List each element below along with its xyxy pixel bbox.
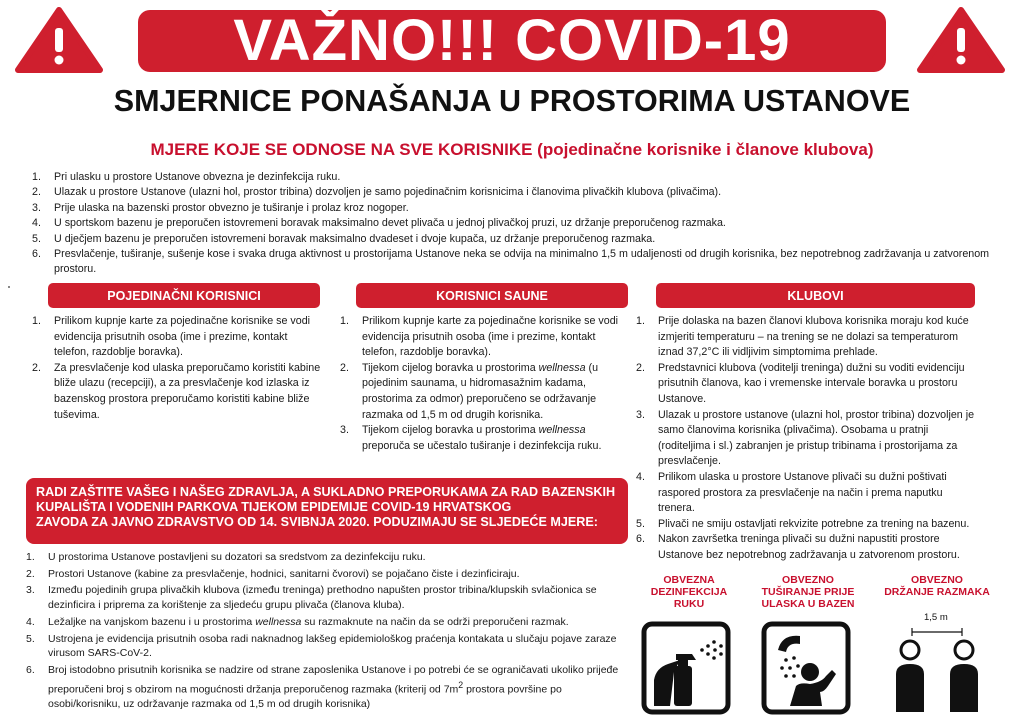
page-title: SMJERNICE PONAŠANJA U PROSTORIMA USTANOVE bbox=[113, 84, 911, 118]
list-item: 3. Tijekom cijelog boravka u prostorima wellnessa preporuča se učestalo tuširanje i dezinfekcija ruku. bbox=[340, 424, 602, 452]
list-item: 2. Tijekom cijelog boravka u prostorima wellnessa (u pojedinim saunama, u hidromasažnim kadama, prostorima za odmor) preporučeno se održavanje razmaka od 1,5 m od drugih korisnika. bbox=[340, 361, 599, 421]
list-item: 1. Pri ulasku u prostore Ustanove obvezna je dezinfekcija ruku. bbox=[32, 171, 341, 183]
list-item: 4. Ležaljke na vanjskom bazenu i u prostorima wellnessa su razmaknute na način da se održi preporučeni razmak. bbox=[26, 615, 569, 628]
notice-line: ZAVODA ZA JAVNO ZDRAVSTVO OD 14. SVIBNJA 2020. PODUZIMAJU SE SLJEDEĆE MJERE: bbox=[36, 515, 598, 529]
list-item: 6. Broj istodobno prisutnih korisnika se nadzire od strane zaposlenika Ustanove i po potrebi će se ograničavati ukoliko prijeđe preporučeni broj s obzirom na mogućnosti držanja preporučenog razmaka (kriterij od $7m^2$ prostora površine po osobi/korisniku, uz održavanje razmaka od 1,5 m od drugih korisnika) bbox=[26, 663, 619, 710]
section-heading: MJERE KOJE SE ODNOSE NA SVE KORISNIKE (pojedinačne korisnike i članove klubova) bbox=[150, 140, 874, 159]
notice-box bbox=[26, 478, 628, 544]
notice-line: RADI ZAŠTITE VAŠEG I NAŠEG ZDRAVLJA, A SUKLADNO PREPORUKAMA ZA RAD BAZENSKIH bbox=[36, 485, 616, 499]
distance-caption: OBVEZNO DRŽANJE RAZMAKA bbox=[884, 574, 990, 598]
list-item: 4. Prilikom ulaska u prostore Ustanove plivači su dužni poštivati raspored prostora za presvlačenje na način i prema naputku trenera. bbox=[636, 470, 947, 515]
main-banner: VAŽNO!!! COVID-19 bbox=[138, 10, 886, 72]
list-item: 4. U sportskom bazenu je preporučen istovremeni boravak maksimalno devet plivača u jednoj plivačkoj pruzi, uz držanje preporučenog razmaka. bbox=[32, 217, 726, 230]
stray-dot bbox=[8, 286, 10, 288]
hand-sanitizer-icon bbox=[640, 620, 732, 716]
list-item: 1. Prilikom kupnje karte za pojedinačne korisnike se vodi evidencija prisutnih osoba (ime i prezime, kontakt telefon, razdoblje boravka). bbox=[340, 315, 619, 359]
clubs-header: KLUBOVI bbox=[656, 283, 975, 308]
sauna-users-list bbox=[340, 314, 632, 454]
list-item: 3. Između pojedinih grupa plivačkih klubova (između treninga) prethodno napušten prostor tribina/klupskih svlačionica se dezinficira i priprema za korištenje za sljedeću grupu plivača (članova kluba). bbox=[26, 584, 597, 612]
list-item: 1. Prije dolaska na bazen članovi klubova korisnika moraju kod kuće izmjeriti temperaturu – na trening se ne dolazi sa temperaturom iznad 37,2°C ili vidljivim simptomima prehlade. bbox=[636, 315, 969, 359]
list-item: 1. Prilikom kupnje karte za pojedinačne korisnike se vodi evidencija prisutnih osoba (ime i prezime, kontakt telefon, razdoblje boravka). bbox=[32, 315, 311, 359]
list-item: 2. Za presvlačenje kod ulaska preporučamo koristiti kabine bliže ulazu (recepciji), a za presvlačenje kod izlaska iz bazenskog prostora preporučamo koristiti kabine bliže tuševima. bbox=[32, 361, 321, 421]
general-rules-list bbox=[32, 170, 992, 278]
individual-users-header: POJEDINAČNI KORISNICI bbox=[48, 283, 320, 308]
list-item: 3. Prije ulaska na bazenski prostor obvezno je tuširanje i prolaz kroz nogoper. bbox=[32, 201, 409, 214]
list-item: 5. U dječjem bazenu je preporučen istovremeni boravak maksimalno dvadeset i dvoje kupača, uz držanje preporučenog razmaka. bbox=[32, 232, 656, 245]
list-item: 2. Predstavnici klubova (voditelji treninga) dužni su voditi evidenciju prisutnih članova, kao i vremenske intervale boravka u prostoru Ustanove. bbox=[636, 361, 965, 405]
sauna-users-header: KORISNICI SAUNE bbox=[356, 283, 628, 308]
warning-triangle-icon bbox=[916, 6, 1006, 74]
list-item: 5. Ustrojena je evidencija prisutnih osoba radi naknadnog lakšeg epidemiološkog praćenja kontakata u slučaju pojave zaraze virusom SARS-CoV-2. bbox=[26, 632, 617, 660]
list-item: 2. Ulazak u prostore Ustanove (ulazni hol, prostor tribina) dozvoljen je samo pojedinačnim korisnicima i članovima plivačkih klubova (plivačima). bbox=[32, 186, 722, 199]
distance-label: 1,5 m bbox=[924, 612, 948, 623]
list-item: 6. Nakon završetka treninga plivači su dužni napustiti prostore Ustanove bez nepotrebnog zadržavanja u zatvorenom prostoru. bbox=[636, 533, 960, 561]
individual-users-list bbox=[32, 314, 322, 423]
list-item: 1. U prostorima Ustanove postavljeni su dozatori sa sredstvom za dezinfekciju ruku. bbox=[26, 551, 426, 563]
list-item: 3. Ulazak u prostore ustanove (ulazni hol, prostor tribina) dozvoljen je samo članovima korisnika (plivačima). Osobama u pratnji (roditeljima i sl.) zabranjen je pristup tribinama i prostorijama za presvlačenje. bbox=[636, 408, 975, 468]
shower-icon bbox=[760, 620, 852, 716]
list-item: 5. Plivači ne smiju ostavljati rekvizite potrebne za trening na bazenu. bbox=[636, 517, 970, 530]
measures-list bbox=[26, 550, 626, 714]
clubs-list bbox=[636, 314, 978, 564]
disinfection-caption: OBVEZNA DEZINFEKCIJA RUKU bbox=[650, 574, 728, 610]
shower-caption: OBVEZNO TUŠIRANJE PRIJE ULASKA U BAZEN bbox=[761, 574, 855, 610]
list-item: 2. Prostori Ustanove (kabine za presvlačenje, hodnici, sanitarni čvorovi) se pojačano čiste i dezinficiraju. bbox=[26, 567, 520, 580]
list-item: 6. Presvlačenje, tuširanje, sušenje kose i svaka druga aktivnost u prostorijama Ustanove neka se odvija na minimalno 1,5 m udaljenosti od drugih korisnika, bez nepotrebnog zadržavanja u zatvorenom prostoru. bbox=[32, 248, 990, 276]
social-distance-icon bbox=[890, 624, 984, 714]
notice-line: KUPALIŠTA I VODENIH PARKOVA TIJEKOM EPIDEMIJE COVID-19 HRVATSKOG bbox=[36, 500, 512, 514]
warning-triangle-icon bbox=[14, 6, 104, 74]
